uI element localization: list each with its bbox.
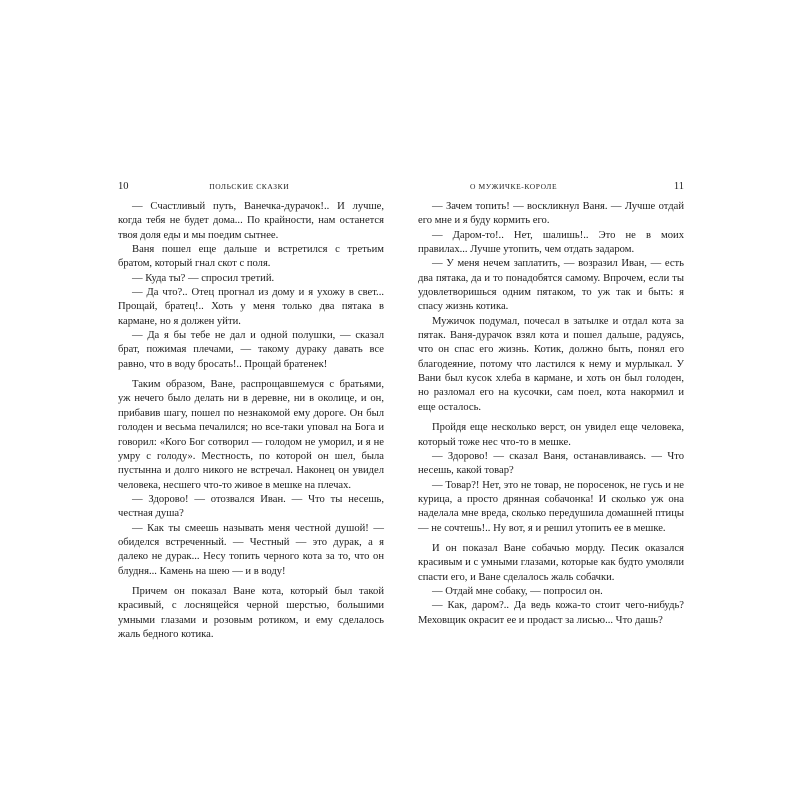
left-page-number: 10 — [118, 181, 129, 192]
paragraph: — Как, даром?.. Да ведь кожа-то стоит чего-нибудь? Меховщик окрасит ее и продаст за лисью... Что дашь? — [418, 600, 684, 626]
paragraph: — Здорово! — отозвался Иван. — Что ты несешь, честная душа? — [118, 493, 384, 520]
left-running-title: ПОЛЬСКИЕ СКАЗКИ — [209, 182, 290, 191]
right-page-number: 11 — [673, 181, 684, 192]
paragraph: — Куда ты? — спросил третий. — [132, 272, 275, 284]
right-running-head — [418, 180, 684, 194]
paragraph: И он показал Ване собачью морду. Песик оказался красивым и с умными глазами, которые как будто умоляли спасти его, и Ване сделалось жаль собачки. — [418, 542, 684, 583]
paragraph: — Зачем топить! — воскликнул Ваня. — Лучше отдай его мне и я буду кормить его. — [418, 201, 684, 227]
paragraph: Ваня пошел еще дальше и встретился с третьим братом, который гнал скот с поля. — [118, 244, 384, 270]
paragraph: — Счастливый путь, Ванечка-дурачок!.. И лучше, когда тебя не будет дома... По крайности, нам останется твоя доля еды и мы поедим сытнее. — [118, 201, 384, 241]
paragraph: Пройдя еще несколько верст, он увидел еще человека, который тоже нес что-то в мешке. — [418, 422, 684, 448]
left-running-head — [118, 180, 384, 194]
right-page-text — [418, 200, 684, 628]
paragraph: — Здорово! — сказал Ваня, останавливаясь. — Что несешь, какой товар? — [418, 450, 684, 477]
paragraph: — Отдай мне собаку, — попросил он. — [432, 585, 603, 597]
paragraph: — Да я бы тебе не дал и одной полушки, — сказал брат, пожимая плечами, — такому дураку давать все равно, что в воду бросать!.. Прощай братенек! — [118, 330, 384, 370]
paragraph: Причем он показал Ване кота, который был такой красивый, с лоснящейся черной шерстью, большими умными глазами и розовым ротиком, и ему сделалось жаль бедного котика. — [118, 585, 384, 640]
left-page-text — [118, 200, 384, 642]
paragraph: — Даром-то!.. Нет, шалишь!.. Это не в моих правилах... Лучше утопить, чем отдать задаром. — [418, 229, 684, 256]
right-running-title: О МУЖИЧКЕ-КОРОЛЕ — [470, 182, 558, 191]
right-page — [418, 180, 684, 628]
paragraph: — Товар?! Нет, это не товар, не поросенок, не гусь и не курица, а просто дрянная собачонка! И сколько уж она наделала мне вреда, сколько передушила домашней птицы — не сочтешь!.. Ну вот, я и решил утопить ее в мешке. — [418, 479, 684, 534]
paragraph: — Как ты смеешь называть меня честной душой! — обиделся встреченный. — Честный — это дурак, а я далеко не дурак... Несу топить черного кота за то, что он блудня... Камень на шею — и в воду! — [118, 522, 384, 577]
left-page — [118, 180, 384, 642]
paragraph: — Да что?.. Отец прогнал из дому и я ухожу в свет... Прощай, братец!.. Хоть у меня только два пятака в кармане, но я должен уйти. — [118, 287, 384, 327]
paragraph: Мужичок подумал, почесал в затылке и отдал кота за пятак. Ваня-дурачок взял кота и пошел дальше, радуясь, что он спас его жизнь. Котик, должно быть, понял его благодеяние, потому что ластился к нему и мурлыкал. У Вани был кусок хлеба в кармане, и хоть он был голоден, но разломал его на кусочки, сам поел, кота накормил и еще осталось. — [418, 315, 684, 413]
paragraph: — У меня нечем заплатить, — возразил Иван, — есть два пятака, да и то понадобятся самому. Впрочем, если ты удовлетворишься одним пятаком, то уж так и быть: я спасу жизнь котика. — [418, 258, 684, 313]
paragraph: Таким образом, Ване, распрощавшемуся с братьями, уж нечего было делать ни в деревне, ни в околице, и он, прибавив шагу, пошел по незнакомой ему дороге. Он был голоден и весьма печалился; но все-таки уповал на Бога и говорил: «Кого Бог сотворил — голодом не уморил, и я не умру с голоду». Местность, по которой он шел, была пустынна и долго никого не встречал. Наконец он увидел человека, несшего что-то живое в мешке на плечах. — [118, 379, 384, 491]
